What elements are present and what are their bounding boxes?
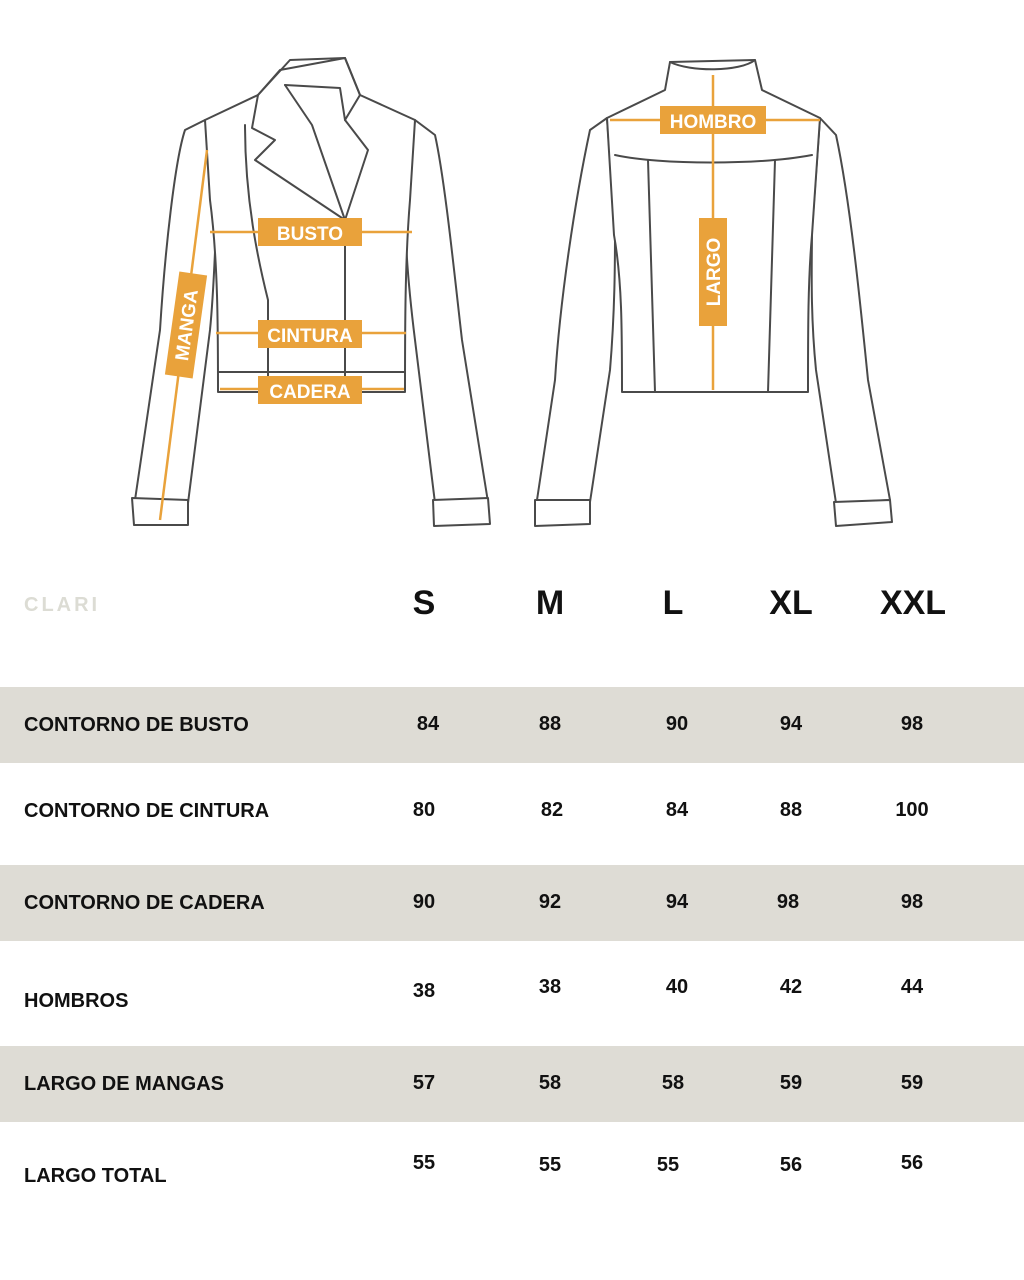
row-label: LARGO TOTAL bbox=[24, 1165, 167, 1187]
value-cell: 98 bbox=[776, 891, 800, 913]
table-row bbox=[0, 941, 1024, 1046]
svg-text:HOMBRO: HOMBRO bbox=[669, 112, 757, 133]
value-cell: 98 bbox=[900, 891, 924, 913]
row-label: HOMBROS bbox=[24, 990, 129, 1012]
value-cell: 38 bbox=[412, 980, 436, 1002]
value-cell: 55 bbox=[412, 1152, 436, 1174]
value-cell: 58 bbox=[661, 1072, 685, 1094]
value-cell: 84 bbox=[416, 713, 440, 735]
svg-text:LARGO: LARGO bbox=[704, 237, 725, 307]
busto-tag bbox=[258, 218, 362, 246]
value-cell: 55 bbox=[538, 1154, 562, 1176]
value-cell: 59 bbox=[779, 1072, 803, 1094]
value-cell: 90 bbox=[412, 891, 436, 913]
value-cell: 94 bbox=[779, 713, 803, 735]
svg-text:MANGA: MANGA bbox=[172, 288, 203, 363]
size-header-l: L bbox=[662, 584, 684, 622]
value-cell: 42 bbox=[779, 976, 803, 998]
table-row bbox=[0, 763, 1024, 865]
size-header-xl: XL bbox=[769, 584, 813, 622]
svg-text:CINTURA: CINTURA bbox=[267, 326, 353, 347]
size-header-xxl: XXL bbox=[879, 584, 947, 622]
value-cell: 98 bbox=[900, 713, 924, 735]
hombro-tag bbox=[660, 106, 766, 134]
value-cell: 58 bbox=[538, 1072, 562, 1094]
value-cell: 38 bbox=[538, 976, 562, 998]
table-row bbox=[0, 865, 1024, 941]
largo-tag bbox=[699, 218, 727, 326]
value-cell: 55 bbox=[656, 1154, 680, 1176]
table-row bbox=[0, 1122, 1024, 1232]
value-cell: 84 bbox=[665, 799, 689, 821]
value-cell: 56 bbox=[779, 1154, 803, 1176]
value-cell: 90 bbox=[665, 713, 689, 735]
value-cell: 100 bbox=[895, 799, 929, 821]
value-cell: 56 bbox=[900, 1152, 924, 1174]
row-label: CONTORNO DE CADERA bbox=[24, 892, 265, 914]
svg-text:BUSTO: BUSTO bbox=[276, 224, 344, 245]
value-cell: 59 bbox=[900, 1072, 924, 1094]
cadera-tag bbox=[258, 376, 362, 404]
table-row bbox=[0, 1046, 1024, 1122]
value-cell: 88 bbox=[538, 713, 562, 735]
row-label: LARGO DE MANGAS bbox=[24, 1073, 224, 1095]
row-label: CONTORNO DE CINTURA bbox=[24, 800, 270, 822]
value-cell: 40 bbox=[665, 976, 689, 998]
brand-name: CLARI bbox=[24, 594, 101, 616]
table-row bbox=[0, 687, 1024, 763]
jacket-measurement-illustration bbox=[0, 0, 1024, 545]
value-cell: 82 bbox=[540, 799, 564, 821]
size-header-s: S bbox=[412, 584, 436, 622]
value-cell: 88 bbox=[779, 799, 803, 821]
value-cell: 80 bbox=[412, 799, 436, 821]
size-header-m: M bbox=[535, 584, 565, 622]
value-cell: 92 bbox=[538, 891, 562, 913]
value-cell: 57 bbox=[412, 1072, 436, 1094]
svg-text:CADERA: CADERA bbox=[269, 382, 351, 403]
cintura-tag bbox=[258, 320, 362, 348]
value-cell: 44 bbox=[900, 976, 924, 998]
row-label: CONTORNO DE BUSTO bbox=[24, 714, 249, 736]
value-cell: 94 bbox=[665, 891, 689, 913]
